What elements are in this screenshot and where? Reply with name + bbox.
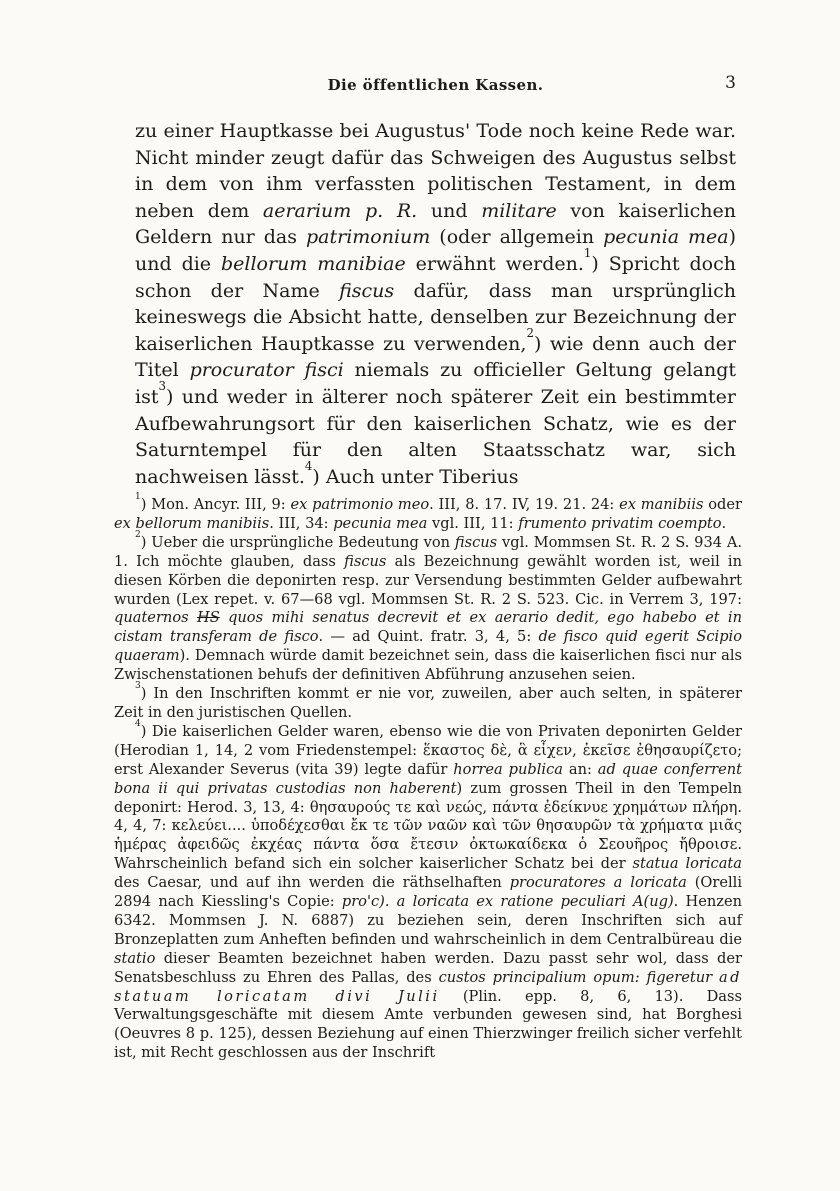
text-run: ) wie denn auch der Titel — [135, 332, 737, 382]
footnote-marker: 4 — [304, 459, 313, 474]
text-run: ) und die — [135, 226, 737, 275]
text-run: ) Ueber die ursprüngliche Bedeutung von — [140, 533, 455, 551]
text-run: niemals zu officieller Geltung gelangt ist — [135, 359, 736, 408]
text-run: . III, 8. 17. IV, 19. 21. 24: — [429, 496, 620, 513]
text-run-italic: ex patrimonio meo — [290, 496, 430, 513]
text-run-greek: κελεύει.... ὑποδέχεσθαι ἔκ τε τῶν ναῶν καὶ τῶν θησαυρῶν τὰ χρήματα μιᾶς ἡμέρας ἀφειδῶς ἐκχέας πάντα ὅσα ἔτεσιν ὀκτωκαίδεκα ὁ Σεουῆρος ἤθροισε — [114, 817, 743, 854]
text-run: oder — [703, 496, 742, 513]
text-run-italic: procurator fisci — [189, 359, 344, 382]
text-run: vgl. Mommsen St. R. 2 S. 934 A. 1. Ich möchte glauben, dass — [114, 533, 742, 570]
footnotes-section — [114, 492, 743, 1063]
text-run-italic: procuratores a loricata — [509, 874, 687, 892]
text-run-italic: fiscus — [454, 533, 498, 551]
text-run-italic: patrimonium — [306, 226, 431, 249]
text-run-italic: horrea publica — [453, 760, 563, 778]
text-run: an: — [562, 760, 598, 778]
text-run: . Henzen 6342. Mommsen J. N. 6887) zu beziehen sein, deren Inschriften sich auf Bronzeplatten zum Anheften befinden und wahrscheinlich in dem Centralbüreau die — [114, 893, 742, 948]
text-run: vgl. III, 11: — [427, 514, 519, 532]
text-run-italic: ad quae conferrent bona ii qui privatas custodias non haberent — [114, 760, 742, 797]
text-run-italic: fiscus — [344, 552, 387, 570]
footnote-2 — [114, 529, 743, 685]
footnote-marker: 4 — [135, 718, 141, 729]
text-run: erwähnt werden. — [405, 252, 584, 275]
text-run: ) Auch unter Tiberius — [312, 465, 519, 488]
text-run-greek: θησαυρούς τε καὶ νεώς, πάντα ἐδείκνυε χρημάτων πλήρη — [309, 798, 738, 816]
footnote-marker: 3 — [158, 379, 166, 394]
text-run: ) Die kaiserlichen Gelder waren, ebenso wie die von Privaten deponirten Gelder (Herodian 1, 14, 2 vom Friedenstempel: — [114, 722, 742, 759]
footnote-3 — [114, 681, 742, 723]
footnote-marker: 1 — [583, 246, 592, 261]
main-text — [135, 118, 736, 490]
text-run-italic: fiscus — [339, 279, 395, 302]
text-run-italic: de fisco quid egerit Scipio quaeram — [114, 628, 742, 665]
page-header — [135, 73, 736, 100]
text-run-greek: ἕκαστος δὲ, ἃ εἶχεν, ἐκεῖσε ἐθησαυρίζετο — [422, 741, 738, 759]
text-run: ). Demnach würde damit bezeichnet sein, dass die kaiserlichen fisci nur als Zwischenstationen behufs der definitiven Abführung anzusehen seien. — [114, 647, 742, 684]
text-run: zu einer Hauptkasse bei Augustus' Tode noch keine Rede war. Nicht minder zeugt dafür das Schweigen des Augustus selbst in dem von ihm verfassten politischen Testament, in dem neben dem — [135, 120, 736, 222]
footnote-4 — [114, 718, 743, 1063]
text-run-italic: pecunia mea — [333, 514, 428, 532]
page-number: 3 — [725, 73, 736, 93]
text-run-italic: statua loricata — [632, 855, 742, 873]
text-run: ) Mon. Ancyr. III, 9: — [140, 496, 291, 513]
text-run-italic: ad statuam loricatam divi Julii — [114, 968, 743, 1005]
text-run-italic: militare — [481, 199, 557, 222]
text-run-italic: quos mihi senatus decrevit et ex aerario dedit, ego habebo et in cistam transferam de fisco — [114, 609, 743, 646]
text-run-italic: quaternos — [114, 609, 197, 627]
footnote-marker: 2 — [526, 326, 534, 341]
footnote-marker: 2 — [135, 529, 141, 540]
text-run-italic: pro'c). a loricata ex ratione peculiari A(ug) — [341, 893, 674, 911]
text-run: ) und weder in älterer noch späterer Zeit ein bestimmter Aufbewahrungsort für den kaiserlichen Schatz, wie es der Saturntempel für den alten Staatsschatz war, sich nachweisen lässt. — [135, 385, 736, 488]
text-run: (Plin. epp. 8, 6, 13). Dass Verwaltungsgeschäfte mit diesem Amte verbunden gewesen sind, hat Borghesi (Oeuvres 8 p. 125), dessen Beziehung auf einen Thierzwinger freilich sicher verfehlt ist, mit Recht geschlossen aus der Inschrift — [114, 987, 742, 1062]
text-run: von kaiserlichen Geldern nur das — [135, 199, 736, 249]
text-run-italic: statio — [114, 949, 156, 967]
text-run: ) Spricht doch schon der Name — [135, 252, 736, 302]
text-run: (Orelli 2894 nach Kiessling's Copie: — [114, 874, 742, 911]
footnote-1 — [114, 492, 742, 534]
text-run: ) In den Inschriften kommt er nie vor, zuweilen, aber auch selten, in späterer Zeit in den juristischen Quellen. — [114, 685, 742, 721]
text-run: als Bezeichnung gewählt worden ist, weil in diesen Körben die deponirten resp. zur Versendung bestimmten Gelder aufbewahrt wurden (Lex repet. v. 67—68 vgl. Mommsen St. R. 2 S. 523. Cic. in Verrem 3, 197: — [114, 552, 743, 608]
text-run-italic: ex bellorum manibiis — [114, 514, 270, 532]
text-run: . III, 34: — [269, 514, 334, 532]
footnote-marker: 1 — [135, 492, 141, 503]
text-run-italic: HS — [196, 609, 220, 627]
text-run-italic: aerarium p. R. — [262, 199, 418, 222]
text-run-italic: frumento privatim coempto — [518, 514, 722, 532]
text-run: . Wahrscheinlich befand sich ein solcher kaiserlicher Schatz bei der — [114, 836, 742, 873]
text-run: ) zum grossen Theil in den Tempeln deponirt: Herod. 3, 13, 4: — [114, 779, 742, 816]
text-run: . — ad Quint. fratr. 3, 4, 5: — [318, 628, 539, 646]
text-run-italic: custos principalium opum: figeretur — [438, 968, 719, 986]
text-run-italic: ex manibiis — [619, 496, 704, 513]
footnote-marker: 3 — [135, 681, 141, 692]
text-run: dieser Beamten bezeichnet haben werden. Dazu passt sehr wol, dass der Senatsbeschluss zu Ehren des Pallas, des — [114, 949, 742, 986]
text-run: des Caesar, und auf ihn werden die räthselhaften — [114, 874, 510, 892]
text-run: . 4, 4, 7: — [114, 798, 742, 835]
text-run-italic: bellorum manibiae — [220, 252, 406, 275]
text-run: . — [721, 514, 727, 532]
running-title: Die öffentlichen Kassen. — [327, 76, 544, 94]
text-run: dafür, dass man ursprünglich keineswegs die Absicht hatte, denselben zur Bezeichnung der kaiserlichen Hauptkasse zu verwenden, — [135, 279, 736, 355]
text-run-italic: pecunia mea — [603, 226, 729, 249]
text-run: (oder allgemein — [430, 226, 604, 249]
text-run: ; erst Alexander Severus (vita 39) legte dafür — [114, 741, 742, 778]
text-run: und — [417, 199, 482, 222]
